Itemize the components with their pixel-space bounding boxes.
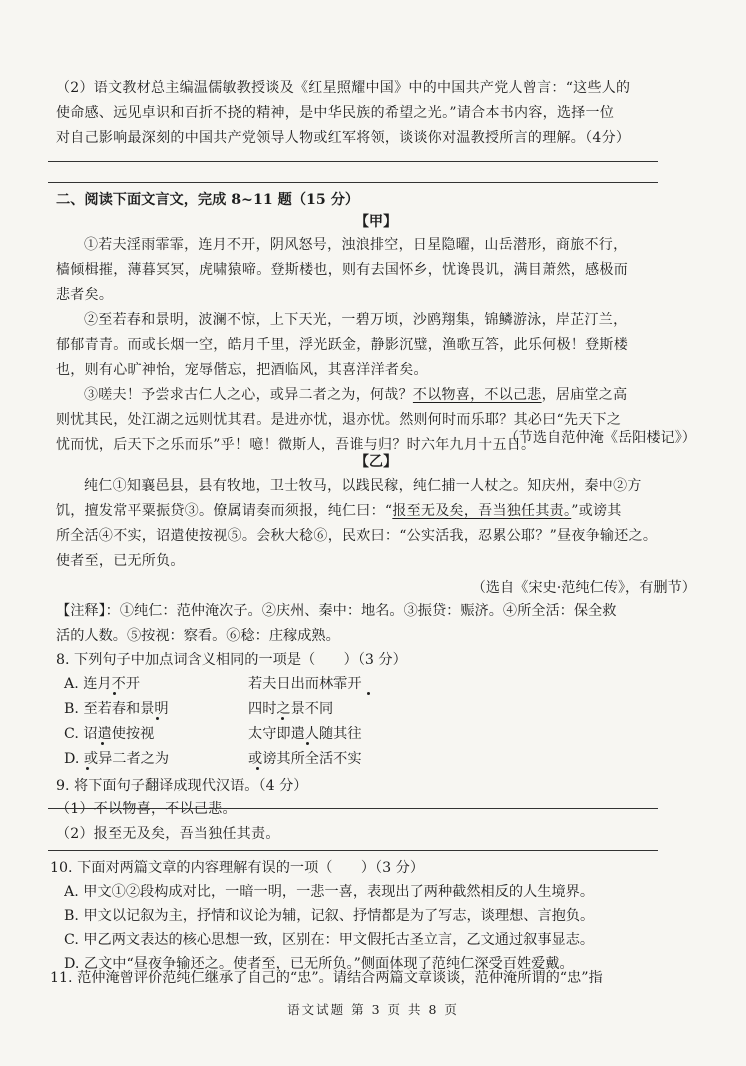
answer-line bbox=[48, 850, 658, 851]
text-line: （2）语文教材总主编温儒敏教授谈及《红星照耀中国》中的中国共产党人曾言：“这些人的 bbox=[56, 80, 631, 96]
option-c-right: 太守即遣人随其往 bbox=[248, 726, 362, 742]
question-10-stem: 10. 下面对两篇文章的内容理解有误的一项（ ）（3 分） bbox=[50, 860, 425, 876]
option-c-left: C. 诏遣使按视 bbox=[64, 726, 155, 742]
text-line: 【注释】：①纯仁：范仲淹次子。②庆州、秦中：地名。③振贷：赈济。④所全活：保全救 bbox=[56, 603, 617, 619]
text-line: 则忧其民，处江湖之远则忧其君。是进亦忧，退亦忧。然则何时而乐耶？其必曰“先天下之 bbox=[56, 412, 622, 428]
option-d-left: D. 或异二者之为 bbox=[64, 751, 170, 767]
question-10-option-c: C. 甲乙两文表达的核心思想一致，区别在：甲文假托古圣立言，乙文通过叙事显志。 bbox=[64, 932, 595, 948]
page-footer: 语文试题 第 3 页 共 8 页 bbox=[287, 1002, 459, 1017]
text-line: 对自己影响最深刻的中国共产党领导人物或红军将领，谈谈你对温教授所言的理解。（4分） bbox=[56, 130, 631, 146]
question-10-option-a: A. 甲文①②段构成对比，一暗一明，一悲一喜，表现出了两种截然相反的人生境界。 bbox=[64, 884, 595, 900]
text-line: 使者至，已无所负。 bbox=[56, 553, 185, 569]
text-segment: ③嗟夫！予尝求古仁人之心，或异二者之为，何哉？ bbox=[84, 387, 413, 403]
option-d-right: 或谤其所全活不实 bbox=[248, 751, 362, 767]
text-line: 悲者矣。 bbox=[56, 287, 114, 303]
text-line: 也，则有心旷神怡，宠辱偕忘，把酒临风，其喜洋洋者矣。 bbox=[56, 362, 428, 378]
passage-yi-heading: 【乙】 bbox=[354, 454, 398, 470]
answer-line bbox=[48, 161, 658, 162]
text-line: 使命感、远见卓识和百折不挠的精神，是中华民族的希望之光。”请合本书内容，选择一位 bbox=[56, 105, 615, 121]
emphasis-dot bbox=[256, 767, 259, 770]
underlined-sentence: 不以物喜，不以己悲 bbox=[412, 387, 542, 403]
text-line: ①若夫淫雨霏霏，连月不开，阴风怒号，浊浪排空，日星隐曜，山岳潜形，商旅不行， bbox=[84, 237, 628, 253]
question-9-sentence-1: （1）不以物喜，不以己悲。 bbox=[56, 801, 237, 817]
question-9-stem: 9. 将下面句子翻译成现代汉语。（4 分） bbox=[56, 778, 308, 794]
emphasis-dot bbox=[101, 742, 104, 745]
emphasis-dot bbox=[86, 767, 89, 770]
option-a-right: 若夫日出而林霏开 bbox=[248, 676, 362, 692]
question-11-stem: 11. 范仲淹曾评价范纯仁继承了自己的“忠”。请结合两篇文章谈谈，范仲淹所谓的“忠”指 bbox=[50, 970, 603, 986]
passage-jia bbox=[56, 233, 696, 458]
text-line: 郁郁青青。而或长烟一空，皓月千里，浮光跃金，静影沉璧，渔歌互答，此乐何极！登斯楼 bbox=[56, 337, 628, 353]
text-line bbox=[56, 499, 696, 524]
text-line: 所全活④不实，诏遣使按视⑤。会秋大稔⑥，民欢曰：“公实活我，忍累公耶？”昼夜争输还之。 bbox=[56, 528, 658, 544]
question-7-2 bbox=[56, 76, 696, 151]
question-10-option-b: B. 甲文以记叙为主，抒情和议论为辅，记叙、抒情都是为了写志，谈理想、言抱负。 bbox=[64, 908, 595, 924]
passage-jia-source: （节选自范仲淹《岳阳楼记》） bbox=[504, 430, 696, 446]
text-line bbox=[56, 383, 696, 408]
option-a-left: A. 连月不开 bbox=[64, 676, 141, 692]
answer-line bbox=[48, 182, 658, 183]
text-line: 纯仁①知襄邑县，县有牧地，卫士牧马，以践民稼，纯仁捕一人杖之。知庆州，秦中②方 bbox=[84, 478, 642, 494]
text-segment: 饥，擅发常平粟振贷③。僚属请奏而须报，纯仁曰：“ bbox=[56, 503, 393, 519]
option-b-right: 四时之景不同 bbox=[248, 701, 334, 717]
question-9-sentence-2: （2）报至无及矣，吾当独任其责。 bbox=[56, 826, 280, 842]
text-line: ②至若春和景明，波澜不惊，上下天光，一碧万顷，沙鸥翔集，锦鳞游泳，岸芷汀兰， bbox=[84, 312, 628, 328]
text-segment: ”或谤其 bbox=[571, 503, 622, 519]
emphasis-dot bbox=[367, 692, 370, 695]
underlined-sentence: 报至无及矣，吾当独任其责。 bbox=[392, 503, 572, 519]
text-line: 樯倾楫摧，薄暮冥冥，虎啸猿啼。登斯楼也，则有去国怀乡，忧谗畏讥，满目萧然，感极而 bbox=[56, 262, 628, 278]
annotations bbox=[56, 599, 696, 649]
option-b-left: B. 至若春和景明 bbox=[64, 701, 169, 717]
emphasis-dot bbox=[156, 717, 159, 720]
passage-yi-source: （选自《宋史·范纯仁传》，有删节） bbox=[471, 580, 696, 596]
emphasis-dot bbox=[281, 717, 284, 720]
text-line: 忧而忧，后天下之乐而乐”乎！噫！微斯人，吾谁与归？时六年九月十五日。 bbox=[56, 437, 536, 453]
emphasis-dot bbox=[113, 692, 116, 695]
text-segment: ，居庙堂之高 bbox=[541, 387, 628, 403]
passage-yi bbox=[56, 474, 696, 574]
text-line: 活的人数。⑤按视：察看。⑥稔：庄稼成熟。 bbox=[56, 628, 340, 644]
emphasis-dot bbox=[306, 742, 309, 745]
section-title: 二、阅读下面文言文，完成 8~11 题（15 分） bbox=[56, 192, 360, 208]
passage-jia-heading: 【甲】 bbox=[354, 214, 398, 230]
answer-line bbox=[48, 808, 658, 809]
question-8-stem: 8. 下列句子中加点词含义相同的一项是（ ）（3 分） bbox=[56, 652, 407, 668]
question-10-option-d: D. 乙文中“昼夜争输还之。使者至，已无所负。”侧面体现了范纯仁深受百姓爱戴。 bbox=[64, 956, 574, 972]
